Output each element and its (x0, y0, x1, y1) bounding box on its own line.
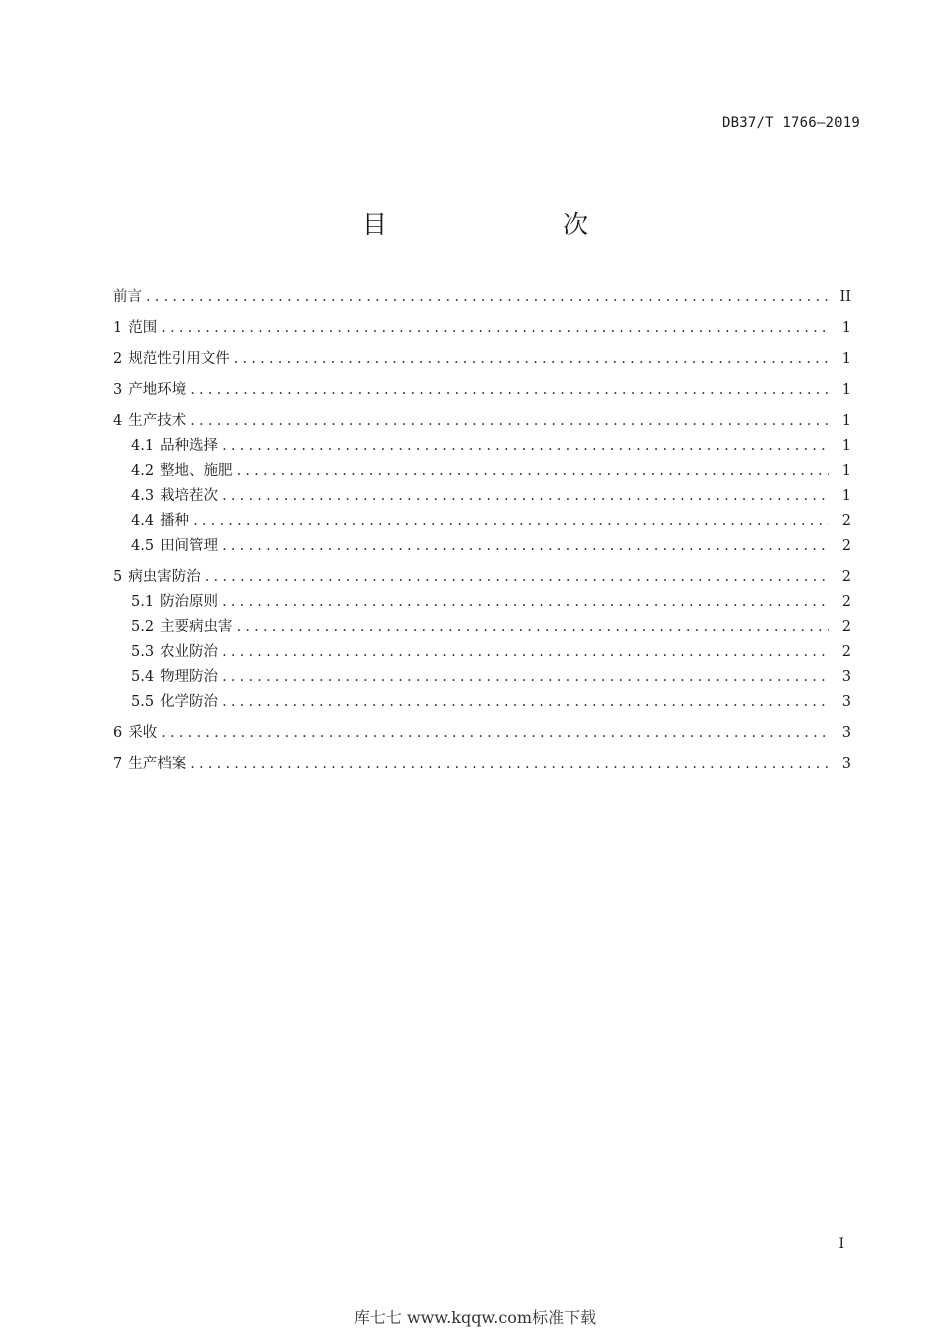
toc-entry[interactable] (113, 566, 851, 588)
toc-dot-leader (205, 566, 829, 588)
toc-entry[interactable] (113, 435, 851, 457)
toc-entry-title: 品种选择 (160, 438, 219, 454)
toc-entry-number: 5.1 (131, 594, 155, 610)
toc-entry-label (113, 410, 190, 432)
toc-entry-page: 3 (841, 694, 851, 710)
footer-watermark: 库七七 www.kqqw.com标准下载 (353, 1308, 597, 1327)
toc-entry-page: 2 (841, 513, 851, 529)
toc-dot-leader (222, 691, 829, 713)
toc-entry-page: II (839, 289, 851, 305)
toc-entry-label (131, 435, 222, 457)
toc-entry-title: 生产档案 (128, 756, 187, 772)
toc-entry[interactable] (113, 410, 851, 432)
toc-entry-title: 规范性引用文件 (128, 351, 230, 367)
toc-dot-leader (222, 666, 829, 688)
toc-entry-label (131, 641, 222, 663)
toc-entry-page: 2 (841, 594, 851, 610)
toc-entry-label (113, 722, 161, 744)
toc-dot-leader (190, 379, 829, 401)
toc-entry-title: 产地环境 (128, 382, 187, 398)
toc-entry[interactable] (113, 460, 851, 482)
toc-entry-title: 采收 (128, 725, 158, 741)
toc-entry-title: 范围 (128, 320, 158, 336)
toc-entry-label (113, 566, 205, 588)
toc-dot-leader (193, 510, 829, 532)
toc-entry-label (113, 379, 190, 401)
toc-entry-number: 5.3 (131, 644, 155, 660)
toc-entry[interactable] (113, 616, 851, 638)
toc-entry-label (131, 485, 222, 507)
toc-entry-number: 2 (113, 351, 123, 367)
toc-entry-title: 整地、施肥 (160, 463, 233, 479)
toc-entry-title: 病虫害防治 (128, 569, 201, 585)
toc-entry[interactable] (113, 722, 851, 744)
toc-entry-title: 前言 (113, 289, 142, 305)
toc-entry-page: 1 (841, 382, 851, 398)
toc-entry-number: 4.5 (131, 538, 155, 554)
toc-entry-label (131, 591, 222, 613)
toc-entry-label (131, 691, 222, 713)
toc-entry[interactable] (113, 641, 851, 663)
toc-entry-title: 播种 (160, 513, 190, 529)
toc-dot-leader (146, 286, 829, 308)
toc-entry[interactable] (113, 317, 851, 339)
toc-entry-page: 2 (841, 538, 851, 554)
toc-dot-leader (222, 435, 829, 457)
toc-entry-number: 5.4 (131, 669, 155, 685)
toc-entry-title: 农业防治 (160, 644, 219, 660)
toc-entry-number: 4.1 (131, 438, 155, 454)
toc-dot-leader (190, 410, 829, 432)
toc-entry-title: 栽培茬次 (160, 488, 219, 504)
toc-entry-page: 3 (841, 669, 851, 685)
toc-entry-label (113, 317, 161, 339)
toc-entry-page: 1 (841, 413, 851, 429)
toc-entry-label (131, 460, 237, 482)
page-number: I (838, 1236, 844, 1252)
standard-code: DB37/T 1766—2019 (721, 115, 860, 131)
toc-entry-number: 5.2 (131, 619, 155, 635)
toc-dot-leader (237, 460, 829, 482)
toc-entry-label (131, 616, 237, 638)
toc-entry[interactable] (113, 753, 851, 775)
toc-dot-leader (222, 535, 829, 557)
toc-dot-leader (222, 641, 829, 663)
toc-dot-leader (190, 753, 829, 775)
toc-entry[interactable] (113, 666, 851, 688)
toc-entry-number: 5 (113, 569, 123, 585)
toc-dot-leader (161, 317, 829, 339)
toc-entry-label (131, 666, 222, 688)
toc-entry-page: 1 (841, 351, 851, 367)
toc-entry-page: 1 (841, 320, 851, 336)
toc-entry-label (131, 510, 193, 532)
toc-entry-number: 4.3 (131, 488, 155, 504)
toc-entry-title: 物理防治 (160, 669, 219, 685)
toc-entry-title: 主要病虫害 (160, 619, 233, 635)
toc-entry[interactable] (113, 591, 851, 613)
toc-dot-leader (222, 591, 829, 613)
toc-entry-page: 2 (841, 619, 851, 635)
toc-entry[interactable] (113, 510, 851, 532)
toc-dot-leader (161, 722, 829, 744)
toc-entry[interactable] (113, 348, 851, 370)
toc-entry-number: 3 (113, 382, 123, 398)
toc-entry[interactable] (113, 286, 851, 308)
toc-entry-title: 防治原则 (160, 594, 219, 610)
toc-entry[interactable] (113, 535, 851, 557)
toc-entry-page: 2 (841, 644, 851, 660)
toc-entry-page: 1 (841, 438, 851, 454)
toc-entry-page: 2 (841, 569, 851, 585)
toc-entry-title: 生产技术 (128, 413, 187, 429)
toc-entry-number: 7 (113, 756, 123, 772)
toc-entry-label (113, 753, 190, 775)
toc-entry-number: 6 (113, 725, 123, 741)
toc-entry[interactable] (113, 485, 851, 507)
table-of-contents (113, 286, 851, 775)
page-title: 目 次 (361, 210, 630, 239)
toc-entry[interactable] (113, 691, 851, 713)
toc-entry-title: 化学防治 (160, 694, 219, 710)
toc-entry-number: 1 (113, 320, 123, 336)
toc-entry-label (131, 535, 222, 557)
toc-entry[interactable] (113, 379, 851, 401)
toc-dot-leader (222, 485, 829, 507)
toc-dot-leader (234, 348, 829, 370)
toc-entry-page: 3 (841, 725, 851, 741)
toc-entry-page: 3 (841, 756, 851, 772)
toc-entry-title: 田间管理 (160, 538, 219, 554)
toc-entry-number: 4.4 (131, 513, 155, 529)
toc-entry-label (113, 348, 234, 370)
toc-entry-label (113, 286, 146, 308)
toc-dot-leader (237, 616, 829, 638)
toc-entry-number: 4.2 (131, 463, 155, 479)
toc-entry-page: 1 (841, 463, 851, 479)
toc-entry-number: 4 (113, 413, 123, 429)
toc-entry-number: 5.5 (131, 694, 155, 710)
toc-entry-page: 1 (841, 488, 851, 504)
